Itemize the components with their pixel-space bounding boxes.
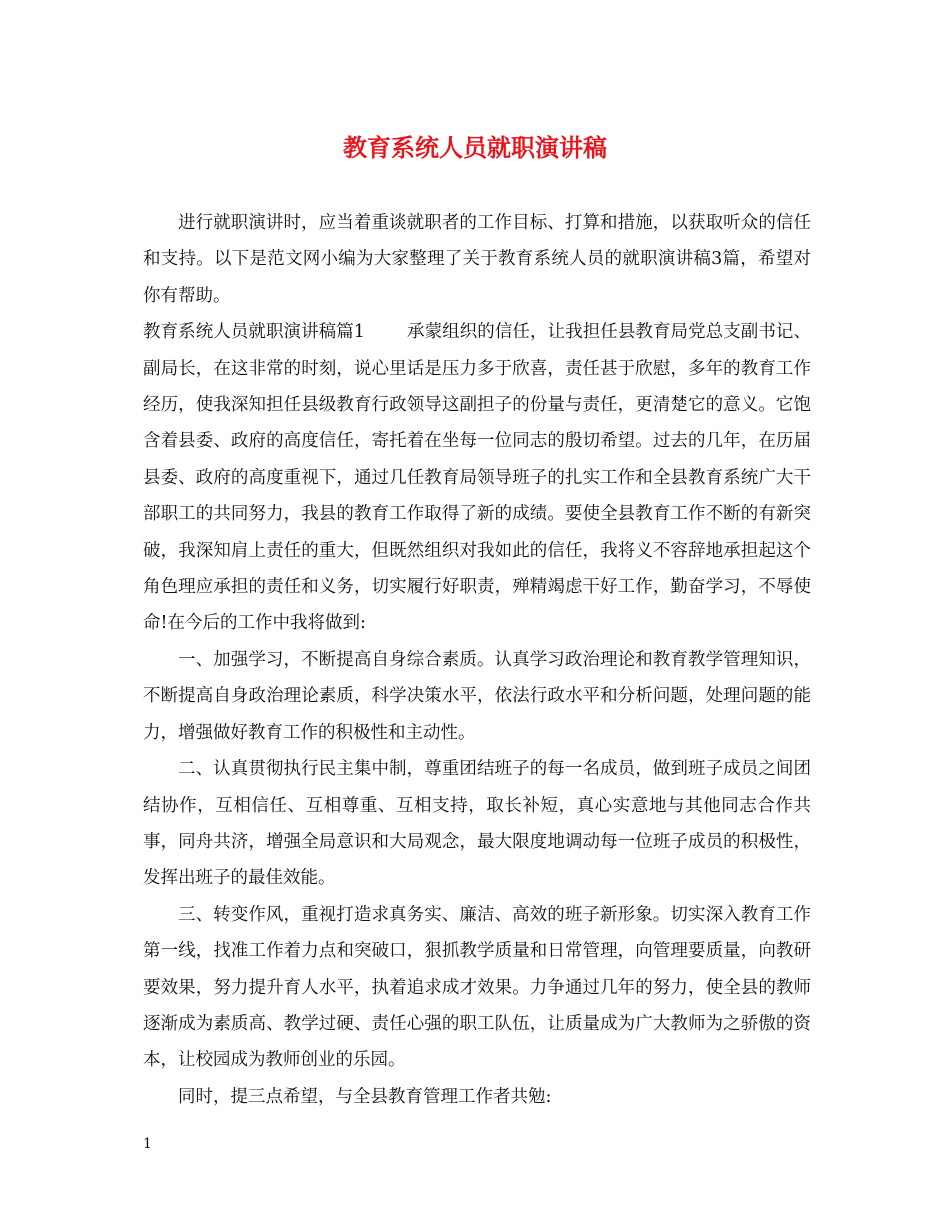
document-title: 教育系统人员就职演讲稿: [343, 133, 607, 162]
intro-paragraph: 进行就职演讲时，应当着重谈就职者的工作目标、打算和措施，以获取听众的信任和支持。以下是范文网小编为大家整理了关于教育系统人员的就职演讲稿3篇，希望对你有帮助。: [143, 213, 811, 306]
page-number: 1: [143, 1136, 152, 1152]
section-opening-text: 承蒙组织的信任，让我担任县教育局党总支副书记、副局长，在这非常的时刻，说心里话是压力多于欣喜，责任甚于欣慰，多年的教育工作经历，使我深知担任县级教育行政领导这副担子的份量与责任，更清楚它的意义。它饱含着县委、政府的高度信任，寄托着在坐每一位同志的殷切希望。过去的几年，在历届县委、政府的高度重视下，通过几任教育局领导班子的扎实工作和全县教育系统广大干部职工的共同努力，我县的教育工作取得了新的成绩。要使全县教育工作不断的有新突破，我深知肩上责任的重大，但既然组织对我如此的信任，我将义不容辞地承担起这个角色理应承担的责任和义务，切实履行好职责，殚精竭虑干好工作，勤奋学习，不辱使命!在今后的工作中我将做到:: [143, 322, 812, 634]
point-2-paragraph: 二、认真贯彻执行民主集中制，尊重团结班子的每一名成员，做到班子成员之间团结协作，互相信任、互相尊重、互相支持，取长补短，真心实意地与其他同志合作共事，同舟共济，增强全局意识和大局观念，最大限度地调动每一位班子成员的积极性，发挥出班子的最佳效能。: [143, 759, 811, 889]
section-heading: 教育系统人员就职演讲稿篇1: [143, 322, 365, 343]
point-3-paragraph: 三、转变作风，重视打造求真务实、廉洁、高效的班子新形象。切实深入教育工作第一线，找准工作着力点和突破口，狠抓教学质量和日常管理，向管理要质量，向教研要效果，努力提升育人水平，执着追求成才效果。力争通过几年的努力，使全县的教师逐渐成为素质高、教学过硬、责任心强的职工队伍，让质量成为广大教师为之骄傲的资本，让校园成为教师创业的乐园。: [143, 904, 811, 1071]
document-body: [143, 205, 811, 1115]
section-paragraph: [143, 314, 811, 642]
closing-paragraph: 同时，提三点希望，与全县教育管理工作者共勉:: [178, 1086, 552, 1107]
point-1-paragraph: 一、加强学习，不断提高自身综合素质。认真学习政治理论和教育教学管理知识，不断提高自身政治理论素质，科学决策水平，依法行政水平和分析问题，处理问题的能力，增强做好教育工作的积极性和主动性。: [143, 649, 811, 743]
